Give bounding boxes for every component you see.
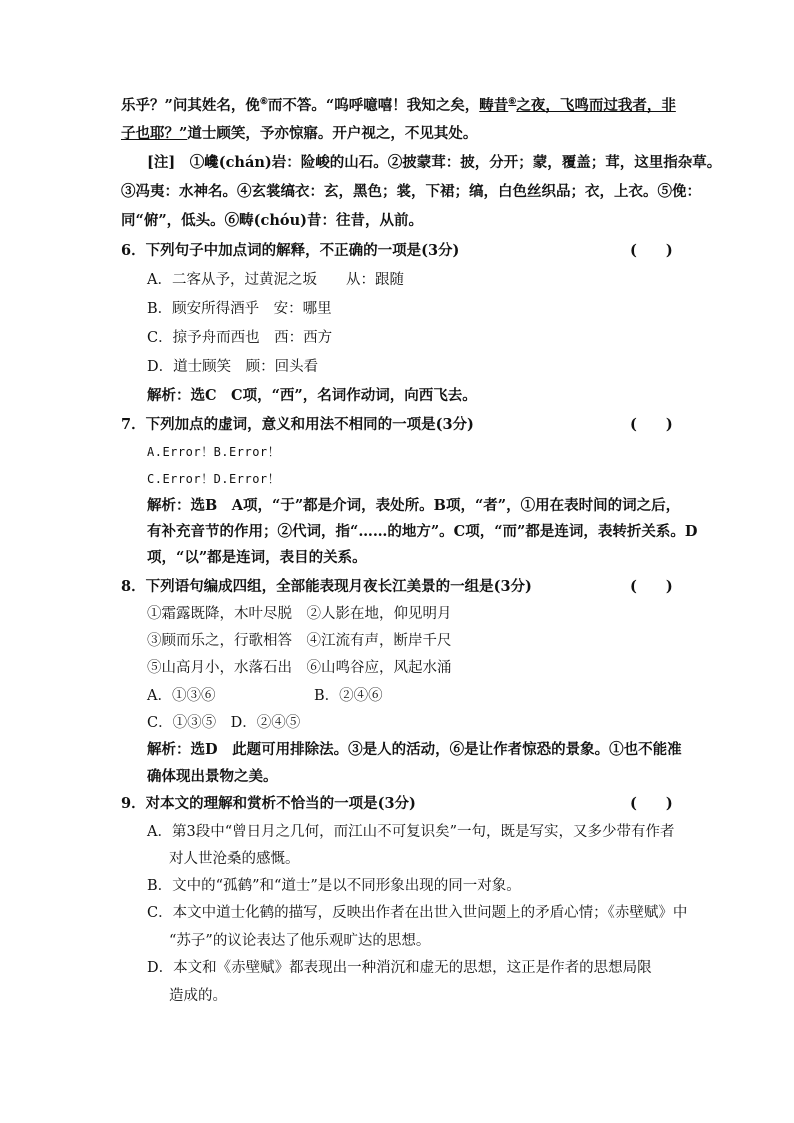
- q9-option-d-line-1: D．本文和《赤壁赋》都表现出一种消沉和虚无的思想，这正是作者的思想局限: [147, 960, 652, 976]
- notes-line-3: 同“俯”，低头。⑥畴(chóu)昔：往昔，从前。: [121, 212, 423, 229]
- q6-option-d: D．道士顾笑 顾：回头看: [147, 359, 319, 375]
- footnote-marker: ⑥: [508, 97, 517, 108]
- q7-answer-blank: ( ): [630, 416, 673, 433]
- q8-analysis-1: 解析：选D 此题可用排除法。③是人的活动，⑥是让作者惊恐的景象。①也不能准: [147, 741, 682, 758]
- q9-stem: 9．对本文的理解和赏析不恰当的一项是(3分): [121, 795, 416, 812]
- q8-sentences-row-1: ①霜露既降，木叶尽脱 ②人影在地，仰见明月: [147, 606, 452, 622]
- q9-option-a-line-2: 对人世沧桑的感慨。: [169, 851, 300, 867]
- q9-option-b: B．文中的“孤鹤”和“道士”是以不同形象出现的同一对象。: [147, 878, 521, 894]
- q8-sentences-row-3: ⑤山高月小，水落石出 ⑥山鸣谷应，风起水涌: [147, 660, 452, 676]
- notes-line-2: ③冯夷：水神名。④玄裳缟衣：玄，黑色；裳，下裙；缟，白色丝织品；衣，上衣。⑤俛：: [121, 183, 701, 200]
- q6-option-a: A．二客从予，过黄泥之坂 从：跟随: [147, 272, 404, 288]
- q8-answer-blank: ( ): [630, 578, 673, 595]
- q8-option-b: B．②④⑥: [314, 688, 383, 704]
- q6-answer-blank: ( ): [630, 242, 673, 259]
- q8-options-cd: C．①③⑤ D．②④⑤: [147, 715, 301, 731]
- q7-options-ab: A.Error！B.Error！: [147, 445, 281, 459]
- passage-underlined: 畴昔: [479, 97, 509, 114]
- passage-line-2: [121, 124, 477, 144]
- passage-underlined: 之夜，飞鸣而过我者，非: [516, 97, 676, 114]
- q9-option-d-line-2: 造成的。: [169, 988, 227, 1004]
- q7-analysis-2: 有补充音节的作用；②代词，指“……的地方”。C项，“而”都是连词，表转折关系。D: [147, 523, 698, 540]
- passage-underlined: 子也耶？”: [121, 125, 188, 142]
- q8-sentences-row-2: ③顾而乐之，行歌相答 ④江流有声，断岸千尺: [147, 633, 452, 649]
- q6-stem: 6．下列句子中加点词的解释，不正确的一项是(3分): [121, 242, 460, 259]
- footnote-marker: ⑥: [259, 97, 268, 108]
- notes-line-1: [注] ①巉(chán)岩：险峻的山石。②披蒙茸：披，分开；蒙，覆盖；茸，这里指杂草。: [147, 154, 722, 171]
- q8-analysis-2: 确体现出景物之美。: [147, 768, 278, 785]
- q7-analysis-3: 项，“以”都是连词，表目的关系。: [147, 549, 367, 566]
- passage-text: 道士顾笑，予亦惊寤。开户视之，不见其处。: [187, 125, 478, 142]
- q6-option-c: C．掠予舟而西也 西：西方: [147, 330, 333, 346]
- passage-line-1: [121, 96, 676, 116]
- q7-analysis-1: 解析：选B A项，“于”都是介词，表处所。B项，“者”，①用在表时间的词之后，: [147, 497, 681, 514]
- q9-option-c-line-2: “苏子”的议论表达了他乐观旷达的思想。: [169, 933, 431, 949]
- q9-option-c-line-1: C．本文中道士化鹤的描写，反映出作者在出世入世问题上的矛盾心情；《赤壁赋》中: [147, 905, 688, 921]
- passage-text: 而不答。“呜呼噫嘻！我知之矣，: [267, 97, 480, 114]
- q8-stem: 8．下列语句编成四组，全部能表现月夜长江美景的一组是(3分): [121, 578, 532, 595]
- passage-text: 乐乎？”问其姓名，俛: [121, 97, 260, 114]
- q7-options-cd: C.Error！D.Error！: [147, 472, 281, 486]
- q6-option-b: B．顾安所得酒乎 安：哪里: [147, 301, 332, 317]
- q6-analysis: 解析：选C C项，“西”，名词作动词，向西飞去。: [147, 387, 477, 404]
- q9-option-a-line-1: A．第3段中“曾日月之几何，而江山不可复识矣”一句，既是写实，又多少带有作者: [147, 824, 675, 840]
- q9-answer-blank: ( ): [630, 795, 673, 812]
- q7-stem: 7．下列加点的虚词，意义和用法不相同的一项是(3分): [121, 416, 474, 433]
- q8-option-a: A．①③⑥: [147, 688, 216, 704]
